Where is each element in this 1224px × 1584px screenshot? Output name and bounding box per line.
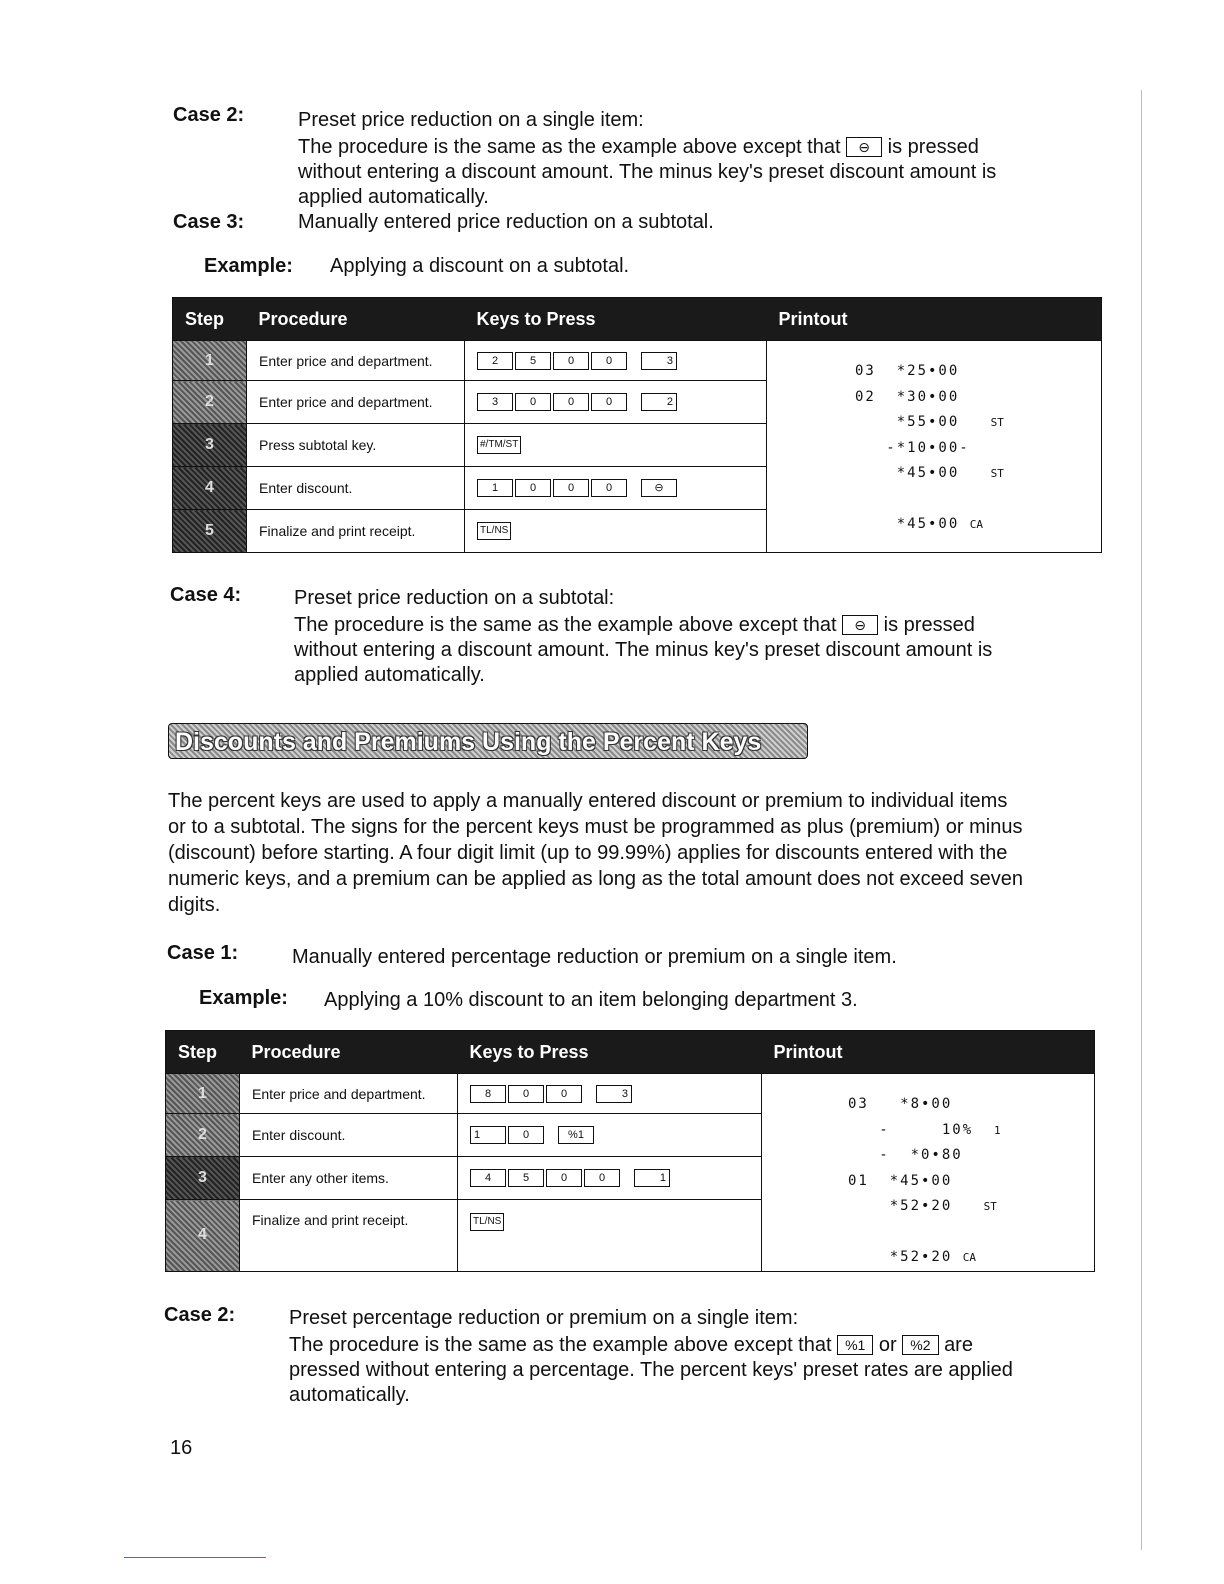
printout-line: *55•00 ST — [855, 414, 1004, 430]
paragraph-line: The percent keys are used to apply a manually entered discount or premium to individual items — [168, 790, 1008, 812]
procedure-cell: Finalize and print receipt. — [247, 510, 465, 553]
key-icon: 0 — [591, 479, 627, 497]
keys-cell — [465, 341, 767, 381]
printout-line: *45•00 ST — [855, 465, 1004, 481]
key-icon: 0 — [584, 1169, 620, 1187]
printout-line — [848, 1220, 1094, 1246]
key-icon: 4 — [470, 1169, 506, 1187]
case2b-line2 — [289, 1333, 1013, 1358]
keys-cell — [458, 1074, 762, 1114]
key-icon: 0 — [553, 393, 589, 411]
minus-key-icon: ⊖ — [842, 615, 878, 635]
paragraph-line: numeric keys, and a premium can be applied as long as the total amount does not exceed seven — [168, 868, 1023, 890]
subtotal-key-icon: #/TM/ST — [477, 436, 521, 454]
header-procedure: Procedure — [247, 298, 465, 341]
key-icon: 0 — [508, 1126, 544, 1144]
key-icon: 0 — [515, 479, 551, 497]
case2b-text — [289, 1306, 1013, 1408]
dept-key-icon: 3 — [596, 1085, 632, 1103]
step-number: 4 — [166, 1200, 240, 1271]
key-icon: 5 — [508, 1169, 544, 1187]
printout-line: 01 *45•00 — [848, 1172, 953, 1189]
step-number: 3 — [173, 424, 247, 467]
printout-cell — [762, 1074, 1095, 1272]
case2-line1: Preset price reduction on a single item: — [298, 109, 644, 131]
case4-line2 — [294, 613, 992, 638]
step-number: 2 — [173, 381, 247, 424]
printout-line: *45•00 CA — [855, 516, 983, 532]
header-printout: Printout — [767, 298, 1102, 341]
key-icon: 0 — [591, 352, 627, 370]
case4-text — [294, 586, 992, 688]
printout-line — [855, 487, 1101, 513]
example1-label: Example: — [204, 255, 293, 277]
dept-key-icon: 3 — [641, 352, 677, 370]
paragraph-line: digits. — [168, 894, 221, 916]
case2-line2a: The procedure is the same as the example above except that — [298, 136, 841, 158]
keys-cell — [458, 1157, 762, 1200]
printout-cell — [767, 341, 1102, 553]
case2b-line2a: The procedure is the same as the example above except that — [289, 1334, 832, 1356]
procedure-cell: Enter price and department. — [240, 1074, 458, 1114]
or-text: or — [878, 1334, 897, 1356]
keys-cell — [465, 510, 767, 553]
footer-line — [124, 1557, 266, 1558]
case2-text — [298, 108, 996, 210]
case2b-line4: automatically. — [289, 1384, 410, 1406]
case4-line4: applied automatically. — [294, 664, 485, 686]
case1-label: Case 1: — [167, 942, 239, 964]
step-number: 5 — [173, 510, 247, 553]
procedure-cell: Enter any other items. — [240, 1157, 458, 1200]
printout-line: *52•20 CA — [848, 1249, 976, 1265]
step-number: 2 — [166, 1114, 240, 1157]
case3-text: Manually entered price reduction on a subtotal. — [298, 211, 714, 233]
case4-line1: Preset price reduction on a subtotal: — [294, 587, 615, 609]
example2-text: Applying a 10% discount to an item belonging department 3. — [324, 989, 858, 1011]
case2-line3: without entering a discount amount. The minus key's preset discount amount is — [298, 161, 997, 183]
step-number: 1 — [166, 1074, 240, 1114]
dept-key-icon: 2 — [641, 393, 677, 411]
header-step: Step — [166, 1031, 240, 1074]
key-icon: 2 — [477, 352, 513, 370]
case4-line2b: is pressed — [883, 614, 975, 636]
case2-line2b: is pressed — [887, 136, 979, 158]
printout-line: - 10% 1 — [848, 1121, 1001, 1138]
key-icon: 0 — [591, 393, 627, 411]
printout-line: 03 *25•00 — [855, 363, 960, 379]
case2b-line2b: are — [944, 1334, 973, 1356]
case4-label: Case 4: — [170, 584, 242, 606]
header-keys: Keys to Press — [458, 1031, 762, 1074]
header-printout: Printout — [762, 1031, 1095, 1074]
printout-line: - *0•80 — [848, 1147, 963, 1163]
key-icon: 0 — [515, 393, 551, 411]
header-procedure: Procedure — [240, 1031, 458, 1074]
case2b-line3: pressed without entering a percentage. The percent keys' preset rates are applied — [289, 1359, 1013, 1381]
key-icon: 0 — [546, 1085, 582, 1103]
paragraph-line: or to a subtotal. The signs for the percent keys must be programmed as plus (premium) or minus — [168, 816, 1023, 838]
procedure-cell: Finalize and print receipt. — [240, 1200, 458, 1271]
table-row — [173, 341, 1102, 381]
case2-label: Case 2: — [173, 104, 245, 126]
printout-line: -*10•00- — [855, 439, 970, 456]
procedure-cell: Enter price and department. — [247, 381, 465, 424]
scan-edge-line — [1141, 90, 1142, 1550]
minus-key-icon: ⊖ — [846, 137, 882, 157]
key-icon: 1 — [470, 1126, 506, 1144]
keys-cell — [465, 424, 767, 467]
percent1-key-icon: %1 — [837, 1335, 873, 1355]
section-heading: Discounts and Premiums Using the Percent Keys — [168, 723, 808, 759]
table2-header-row — [166, 1031, 1095, 1074]
printout-line: 03 *8•00 — [848, 1096, 953, 1112]
case3-label: Case 3: — [173, 211, 245, 233]
step-number: 4 — [173, 467, 247, 510]
key-icon: 1 — [477, 479, 513, 497]
keys-cell — [465, 381, 767, 424]
key-icon: 0 — [553, 352, 589, 370]
case4-line3: without entering a discount amount. The minus key's preset discount amount is — [294, 639, 993, 661]
case4-line2a: The procedure is the same as the example above except that — [294, 614, 837, 636]
case2-line4: applied automatically. — [298, 186, 489, 208]
key-icon: 0 — [546, 1169, 582, 1187]
case2b-line1: Preset percentage reduction or premium on a single item: — [289, 1307, 799, 1329]
steps-table-2 — [165, 1030, 1095, 1272]
steps-table-1 — [172, 297, 1102, 553]
total-key-icon: TL/NS — [470, 1213, 504, 1231]
procedure-cell: Enter discount. — [247, 467, 465, 510]
step-number: 3 — [166, 1157, 240, 1200]
total-key-icon: TL/NS — [477, 522, 511, 540]
example2-label: Example: — [199, 987, 288, 1009]
keys-cell — [458, 1114, 762, 1157]
procedure-cell: Enter price and department. — [247, 341, 465, 381]
page-number: 16 — [170, 1437, 193, 1459]
keys-cell — [458, 1200, 762, 1271]
header-step: Step — [173, 298, 247, 341]
case2-line2 — [298, 135, 996, 160]
minus-key-icon: ⊖ — [641, 479, 677, 497]
example1-text: Applying a discount on a subtotal. — [330, 255, 630, 277]
step-number: 1 — [173, 341, 247, 381]
key-icon: 5 — [515, 352, 551, 370]
key-icon: 0 — [553, 479, 589, 497]
keys-cell — [465, 467, 767, 510]
key-icon: 0 — [508, 1085, 544, 1103]
table-row — [166, 1074, 1095, 1114]
printout-line: 02 *30•00 — [855, 388, 960, 405]
printout-line: *52•20 ST — [848, 1198, 997, 1214]
dept-key-icon: 1 — [634, 1169, 670, 1187]
header-keys: Keys to Press — [465, 298, 767, 341]
procedure-cell: Press subtotal key. — [247, 424, 465, 467]
paragraph-line: (discount) before starting. A four digit limit (up to 99.99%) applies for discounts entered with the — [168, 842, 1008, 864]
percent2-key-icon: %2 — [902, 1335, 938, 1355]
case1-text: Manually entered percentage reduction or premium on a single item. — [292, 946, 897, 968]
key-icon: 8 — [470, 1085, 506, 1103]
percent1-key-icon: %1 — [558, 1126, 594, 1144]
table1-header-row — [173, 298, 1102, 341]
section-paragraph — [168, 788, 1108, 918]
case2b-label: Case 2: — [164, 1304, 236, 1326]
procedure-cell: Enter discount. — [240, 1114, 458, 1157]
key-icon: 3 — [477, 393, 513, 411]
